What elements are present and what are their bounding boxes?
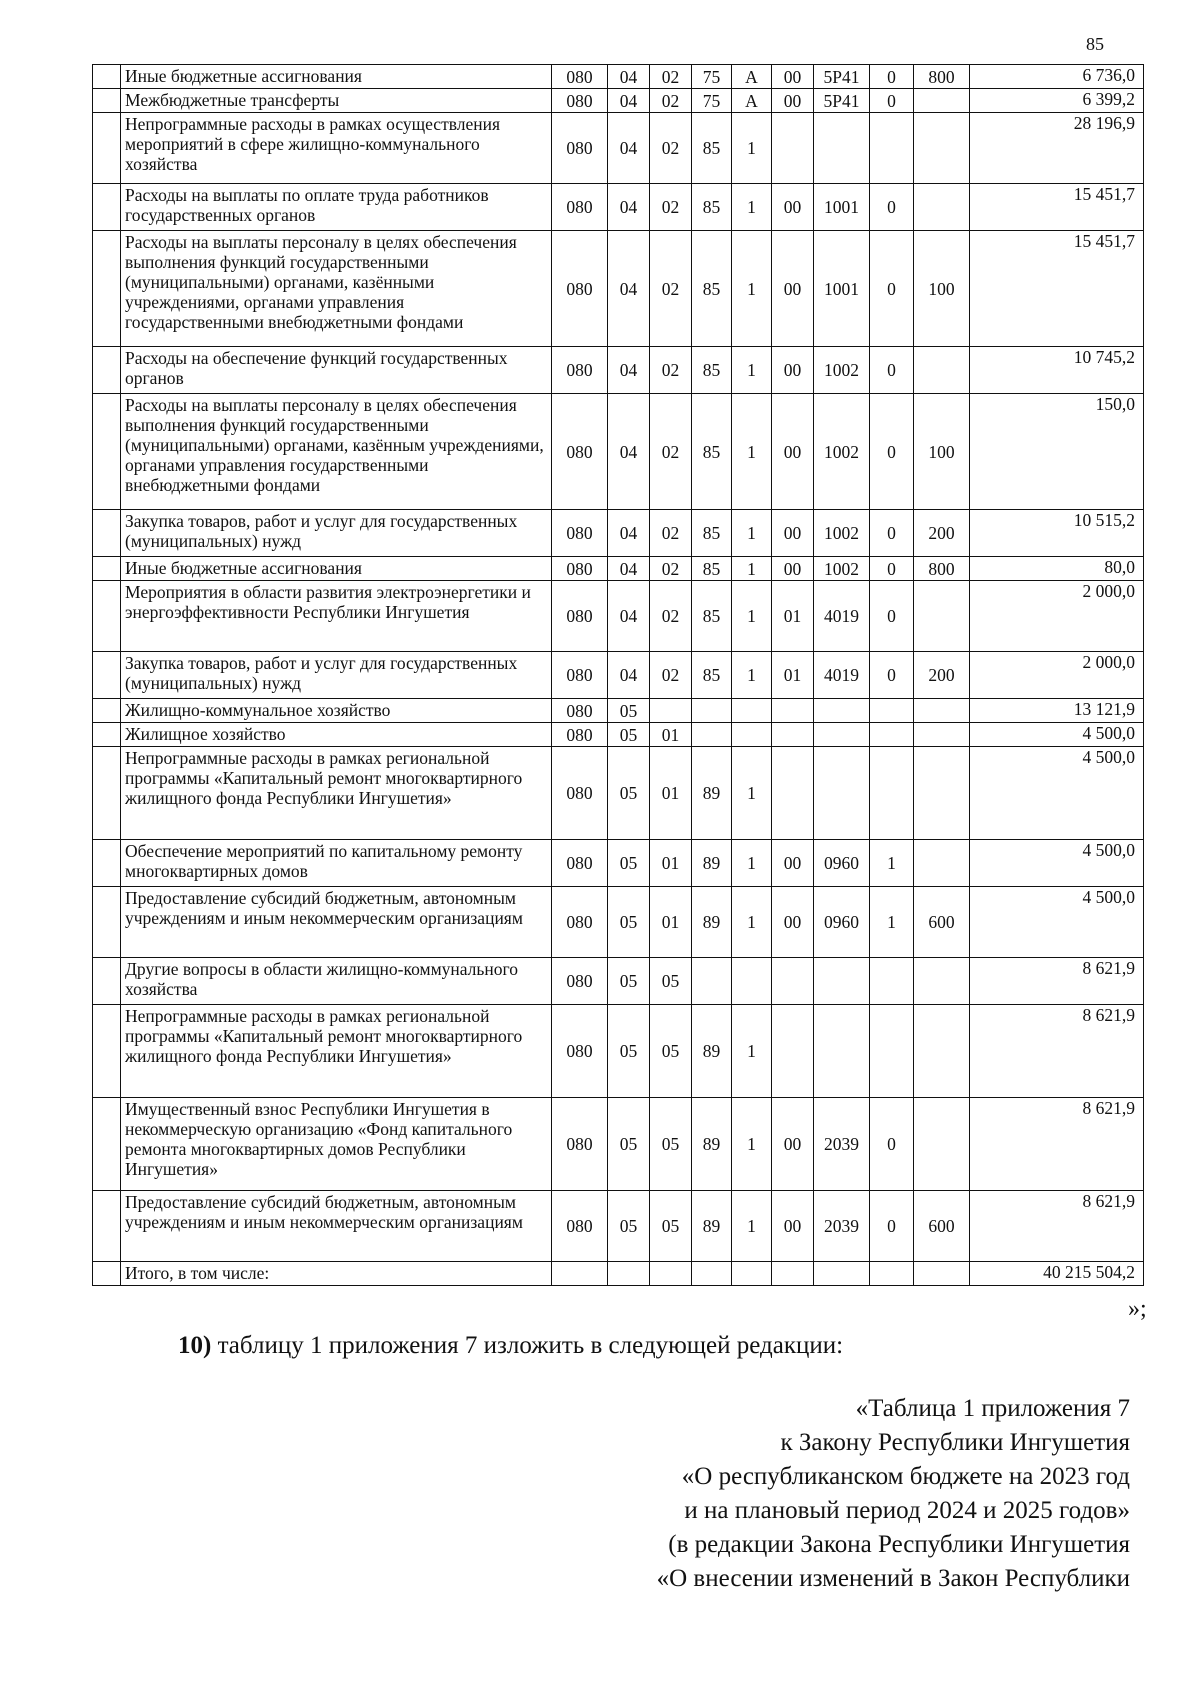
code-cell-main-event: 00 [772,1191,814,1262]
code-cell-sub-direction [870,1005,914,1098]
code-cell-direction: 1002 [814,557,870,581]
code-cell-direction: 1002 [814,347,870,394]
code-cell-section: 05 [608,958,650,1005]
code-cell-subprogram: 1 [732,747,772,840]
table-row [93,347,1144,394]
code-cell-expense-type [914,184,970,231]
table-row [93,699,1144,723]
table-row [93,958,1144,1005]
row-marker-cell [93,840,121,887]
code-cell-direction: 0960 [814,840,870,887]
code-cell-section: 04 [608,113,650,184]
code-cell-main-event: 00 [772,394,814,510]
code-cell-subsection: 01 [650,747,692,840]
row-name: Предоставление субсидий бюджетным, автономным учреждениям и иным некоммерческим организациям [121,887,552,958]
code-cell-subsection: 02 [650,581,692,652]
table-row [93,89,1144,113]
code-cell-grbs: 080 [552,394,608,510]
table-row [93,557,1144,581]
code-cell-subprogram: 1 [732,1098,772,1191]
row-name: Непрограммные расходы в рамках осуществления мероприятий в сфере жилищно-коммунального хозяйства [121,113,552,184]
code-cell-sub-direction: 0 [870,1191,914,1262]
code-cell-direction: 2039 [814,1191,870,1262]
code-cell-expense-type [914,1005,970,1098]
code-cell-program: 85 [692,394,732,510]
annex-heading-line: «О внесении изменений в Закон Республики [656,1565,1130,1592]
code-cell-main-event: 00 [772,231,814,347]
code-cell-program: 89 [692,840,732,887]
code-cell-subsection: 05 [650,1191,692,1262]
row-name: Иные бюджетные ассигнования [121,65,552,89]
code-cell-subsection: 02 [650,231,692,347]
amount-cell: 4 500,0 [970,840,1144,887]
code-cell-direction [814,1005,870,1098]
code-cell-subprogram: 1 [732,887,772,958]
amount-cell: 10 745,2 [970,347,1144,394]
row-name: Имущественный взнос Республики Ингушетия в некоммерческую организацию «Фонд капитального ремонта многоквартирных домов Республики Ингушетия» [121,1098,552,1191]
code-cell-direction: 4019 [814,581,870,652]
code-cell-subprogram: 1 [732,510,772,557]
code-cell-expense-type [914,1262,970,1286]
code-cell-main-event: 00 [772,840,814,887]
code-cell-section: 04 [608,581,650,652]
row-marker-cell [93,699,121,723]
row-marker-cell [93,1262,121,1286]
amount-cell: 8 621,9 [970,1191,1144,1262]
row-marker-cell [93,231,121,347]
code-cell-grbs: 080 [552,1191,608,1262]
row-name: Непрограммные расходы в рамках региональной программы «Капитальный ремонт многоквартирного жилищного фонда Республики Ингушетия» [121,1005,552,1098]
table-row [93,887,1144,958]
row-name: Мероприятия в области развития электроэнергетики и энергоэффективности Республики Ингушетия [121,581,552,652]
code-cell-expense-type [914,1098,970,1191]
amount-cell: 150,0 [970,394,1144,510]
row-marker-cell [93,747,121,840]
code-cell-main-event: 00 [772,557,814,581]
budget-table [92,64,1144,1286]
code-cell-expense-type [914,581,970,652]
code-cell-grbs: 080 [552,699,608,723]
code-cell-expense-type [914,347,970,394]
code-cell-section: 05 [608,1191,650,1262]
table-body [93,65,1144,1286]
table-row [93,231,1144,347]
row-marker-cell [93,394,121,510]
annex-heading-line: к Закону Республики Ингушетия [780,1429,1130,1456]
code-cell-direction: 4019 [814,652,870,699]
code-cell-sub-direction: 0 [870,581,914,652]
code-cell-direction: 0960 [814,887,870,958]
row-name: Межбюджетные трансферты [121,89,552,113]
code-cell-grbs: 080 [552,581,608,652]
code-cell-program: 85 [692,557,732,581]
code-cell-main-event: 01 [772,581,814,652]
code-cell-expense-type [914,113,970,184]
amount-cell: 2 000,0 [970,581,1144,652]
code-cell-direction: 1002 [814,510,870,557]
row-name: Расходы на выплаты по оплате труда работников государственных органов [121,184,552,231]
code-cell-direction [814,723,870,747]
code-cell-subsection [650,1262,692,1286]
code-cell-grbs: 080 [552,747,608,840]
code-cell-subprogram: 1 [732,231,772,347]
code-cell-program [692,699,732,723]
code-cell-expense-type: 600 [914,887,970,958]
amount-cell: 4 500,0 [970,723,1144,747]
code-cell-subprogram [732,1262,772,1286]
code-cell-grbs: 080 [552,723,608,747]
code-cell-direction [814,958,870,1005]
table-row [93,510,1144,557]
code-cell-section: 04 [608,184,650,231]
code-cell-subprogram [732,958,772,1005]
row-name: Расходы на выплаты персоналу в целях обеспечения выполнения функций государственными (муниципальными) органами, казённым учреждениями, органами управления государственными внебюджетными фондами [121,394,552,510]
code-cell-main-event [772,747,814,840]
row-name: Закупка товаров, работ и услуг для государственных (муниципальных) нужд [121,652,552,699]
code-cell-section: 05 [608,887,650,958]
code-cell-subprogram: 1 [732,652,772,699]
code-cell-section: 05 [608,723,650,747]
row-marker-cell [93,510,121,557]
amount-cell: 15 451,7 [970,184,1144,231]
code-cell-sub-direction: 0 [870,231,914,347]
code-cell-subsection: 05 [650,1005,692,1098]
code-cell-main-event [772,113,814,184]
code-cell-sub-direction: 1 [870,840,914,887]
code-cell-program [692,958,732,1005]
code-cell-grbs: 080 [552,347,608,394]
code-cell-section: 04 [608,231,650,347]
row-marker-cell [93,65,121,89]
code-cell-subprogram: А [732,65,772,89]
row-name: Предоставление субсидий бюджетным, автономным учреждениям и иным некоммерческим организациям [121,1191,552,1262]
instruction-body: таблицу 1 приложения 7 изложить в следующей редакции: [211,1332,844,1359]
page-number: 85 [1086,34,1104,54]
code-cell-direction: 5Р41 [814,65,870,89]
code-cell-direction: 1002 [814,394,870,510]
row-marker-cell [93,887,121,958]
code-cell-section: 04 [608,65,650,89]
code-cell-main-event: 00 [772,510,814,557]
row-marker-cell [93,652,121,699]
code-cell-subsection: 01 [650,887,692,958]
code-cell-subsection: 02 [650,652,692,699]
code-cell-sub-direction [870,1262,914,1286]
code-cell-subprogram: 1 [732,840,772,887]
row-marker-cell [93,184,121,231]
row-name: Жилищно-коммунальное хозяйство [121,699,552,723]
table-row [93,652,1144,699]
code-cell-direction: 2039 [814,1098,870,1191]
row-marker-cell [93,557,121,581]
code-cell-program: 85 [692,510,732,557]
table-row [93,113,1144,184]
code-cell-sub-direction: 0 [870,65,914,89]
code-cell-subprogram: 1 [732,184,772,231]
table-row [93,1005,1144,1098]
code-cell-section: 04 [608,557,650,581]
code-cell-program: 85 [692,231,732,347]
row-name: Итого, в том числе: [121,1262,552,1286]
code-cell-subsection: 02 [650,347,692,394]
row-name: Расходы на выплаты персоналу в целях обеспечения выполнения функций государственными (муниципальными) органами, казёнными учреждениями, органами управления государственными внебюджетными фондами [121,231,552,347]
code-cell-program: 85 [692,581,732,652]
code-cell-grbs: 080 [552,840,608,887]
amount-cell: 4 500,0 [970,887,1144,958]
code-cell-section: 05 [608,840,650,887]
code-cell-sub-direction [870,723,914,747]
code-cell-subprogram [732,723,772,747]
code-cell-program: 89 [692,1098,732,1191]
code-cell-sub-direction: 0 [870,184,914,231]
code-cell-direction [814,1262,870,1286]
code-cell-direction: 5Р41 [814,89,870,113]
code-cell-main-event: 00 [772,184,814,231]
code-cell-section: 05 [608,747,650,840]
row-name: Расходы на обеспечение функций государственных органов [121,347,552,394]
code-cell-grbs: 080 [552,652,608,699]
code-cell-program: 85 [692,113,732,184]
code-cell-section [608,1262,650,1286]
table-row [93,581,1144,652]
code-cell-grbs: 080 [552,89,608,113]
code-cell-grbs: 080 [552,184,608,231]
code-cell-subsection: 05 [650,958,692,1005]
table-row [93,1098,1144,1191]
code-cell-section: 04 [608,89,650,113]
code-cell-direction [814,113,870,184]
code-cell-main-event [772,1262,814,1286]
code-cell-expense-type: 100 [914,231,970,347]
table-row [93,394,1144,510]
code-cell-grbs: 080 [552,887,608,958]
code-cell-subprogram: 1 [732,347,772,394]
table-row [93,65,1144,89]
code-cell-grbs: 080 [552,113,608,184]
code-cell-section: 04 [608,652,650,699]
amount-cell: 6 399,2 [970,89,1144,113]
code-cell-grbs: 080 [552,557,608,581]
instruction-text [178,1332,843,1360]
code-cell-subsection: 01 [650,840,692,887]
row-marker-cell [93,581,121,652]
closing-quote: »; [1128,1296,1147,1322]
code-cell-program: 85 [692,652,732,699]
annex-heading-line: «Таблица 1 приложения 7 [855,1395,1130,1422]
code-cell-subsection: 02 [650,394,692,510]
code-cell-subsection: 02 [650,113,692,184]
amount-cell: 15 451,7 [970,231,1144,347]
annex-heading [657,1392,1130,1596]
table-row [93,184,1144,231]
code-cell-expense-type: 800 [914,557,970,581]
code-cell-main-event [772,958,814,1005]
code-cell-subsection: 05 [650,1098,692,1191]
code-cell-expense-type [914,747,970,840]
code-cell-main-event: 00 [772,347,814,394]
code-cell-expense-type [914,723,970,747]
amount-cell: 2 000,0 [970,652,1144,699]
code-cell-expense-type: 200 [914,510,970,557]
instruction-number: 10) [178,1332,212,1359]
code-cell-main-event: 01 [772,652,814,699]
amount-cell: 8 621,9 [970,1005,1144,1098]
code-cell-section: 04 [608,394,650,510]
code-cell-sub-direction: 0 [870,394,914,510]
table-row [93,840,1144,887]
code-cell-direction: 1001 [814,231,870,347]
amount-cell: 80,0 [970,557,1144,581]
code-cell-sub-direction: 0 [870,557,914,581]
code-cell-subsection: 02 [650,184,692,231]
code-cell-main-event: 00 [772,65,814,89]
code-cell-subsection: 02 [650,89,692,113]
row-name: Непрограммные расходы в рамках региональной программы «Капитальный ремонт многоквартирного жилищного фонда Республики Ингушетия» [121,747,552,840]
amount-cell: 6 736,0 [970,65,1144,89]
code-cell-sub-direction: 0 [870,89,914,113]
amount-cell: 8 621,9 [970,1098,1144,1191]
row-marker-cell [93,113,121,184]
code-cell-subprogram: 1 [732,581,772,652]
code-cell-grbs [552,1262,608,1286]
amount-cell: 28 196,9 [970,113,1144,184]
code-cell-subprogram: 1 [732,1005,772,1098]
amount-cell: 40 215 504,2 [970,1262,1144,1286]
code-cell-section: 05 [608,1005,650,1098]
code-cell-program: 85 [692,347,732,394]
code-cell-sub-direction: 1 [870,887,914,958]
code-cell-program [692,1262,732,1286]
code-cell-sub-direction: 0 [870,1098,914,1191]
table-row [93,1191,1144,1262]
code-cell-program: 89 [692,1005,732,1098]
row-name: Иные бюджетные ассигнования [121,557,552,581]
code-cell-sub-direction: 0 [870,347,914,394]
table-row [93,747,1144,840]
code-cell-sub-direction [870,747,914,840]
annex-heading-line: (в редакции Закона Республики Ингушетия [668,1531,1130,1558]
code-cell-subsection [650,699,692,723]
code-cell-expense-type: 800 [914,65,970,89]
amount-cell: 10 515,2 [970,510,1144,557]
code-cell-direction [814,747,870,840]
code-cell-main-event: 00 [772,887,814,958]
code-cell-program: 89 [692,747,732,840]
amount-cell: 13 121,9 [970,699,1144,723]
amount-cell: 8 621,9 [970,958,1144,1005]
code-cell-expense-type [914,89,970,113]
code-cell-grbs: 080 [552,510,608,557]
code-cell-direction [814,699,870,723]
table-row [93,1262,1144,1286]
code-cell-subsection: 01 [650,723,692,747]
annex-heading-line: и на плановый период 2024 и 2025 годов» [684,1497,1130,1524]
code-cell-subsection: 02 [650,557,692,581]
code-cell-grbs: 080 [552,65,608,89]
code-cell-expense-type [914,840,970,887]
row-marker-cell [93,347,121,394]
code-cell-program [692,723,732,747]
code-cell-program: 75 [692,65,732,89]
code-cell-grbs: 080 [552,231,608,347]
code-cell-section: 05 [608,699,650,723]
row-marker-cell [93,723,121,747]
table-row [93,723,1144,747]
code-cell-subprogram: 1 [732,113,772,184]
row-marker-cell [93,958,121,1005]
code-cell-sub-direction: 0 [870,510,914,557]
code-cell-program: 75 [692,89,732,113]
code-cell-sub-direction [870,699,914,723]
code-cell-expense-type: 200 [914,652,970,699]
code-cell-program: 85 [692,184,732,231]
code-cell-subprogram: 1 [732,1191,772,1262]
code-cell-expense-type [914,699,970,723]
row-name: Жилищное хозяйство [121,723,552,747]
code-cell-section: 04 [608,510,650,557]
code-cell-sub-direction [870,958,914,1005]
code-cell-subsection: 02 [650,65,692,89]
code-cell-main-event: 00 [772,89,814,113]
row-name: Обеспечение мероприятий по капитальному ремонту многоквартирных домов [121,840,552,887]
amount-cell: 4 500,0 [970,747,1144,840]
code-cell-main-event [772,1005,814,1098]
code-cell-direction: 1001 [814,184,870,231]
code-cell-subsection: 02 [650,510,692,557]
row-marker-cell [93,89,121,113]
code-cell-section: 05 [608,1098,650,1191]
code-cell-subprogram [732,699,772,723]
code-cell-main-event: 00 [772,1098,814,1191]
code-cell-main-event [772,699,814,723]
code-cell-sub-direction: 0 [870,652,914,699]
code-cell-program: 89 [692,1191,732,1262]
row-marker-cell [93,1191,121,1262]
code-cell-expense-type: 100 [914,394,970,510]
code-cell-expense-type: 600 [914,1191,970,1262]
code-cell-sub-direction [870,113,914,184]
code-cell-program: 89 [692,887,732,958]
row-name: Закупка товаров, работ и услуг для государственных (муниципальных) нужд [121,510,552,557]
annex-heading-line: «О республиканском бюджете на 2023 год [681,1463,1130,1490]
code-cell-main-event [772,723,814,747]
code-cell-grbs: 080 [552,1098,608,1191]
code-cell-subprogram: 1 [732,557,772,581]
code-cell-subprogram: А [732,89,772,113]
row-marker-cell [93,1005,121,1098]
row-marker-cell [93,1098,121,1191]
code-cell-subprogram: 1 [732,394,772,510]
code-cell-section: 04 [608,347,650,394]
row-name: Другие вопросы в области жилищно-коммунального хозяйства [121,958,552,1005]
code-cell-grbs: 080 [552,1005,608,1098]
code-cell-expense-type [914,958,970,1005]
code-cell-grbs: 080 [552,958,608,1005]
